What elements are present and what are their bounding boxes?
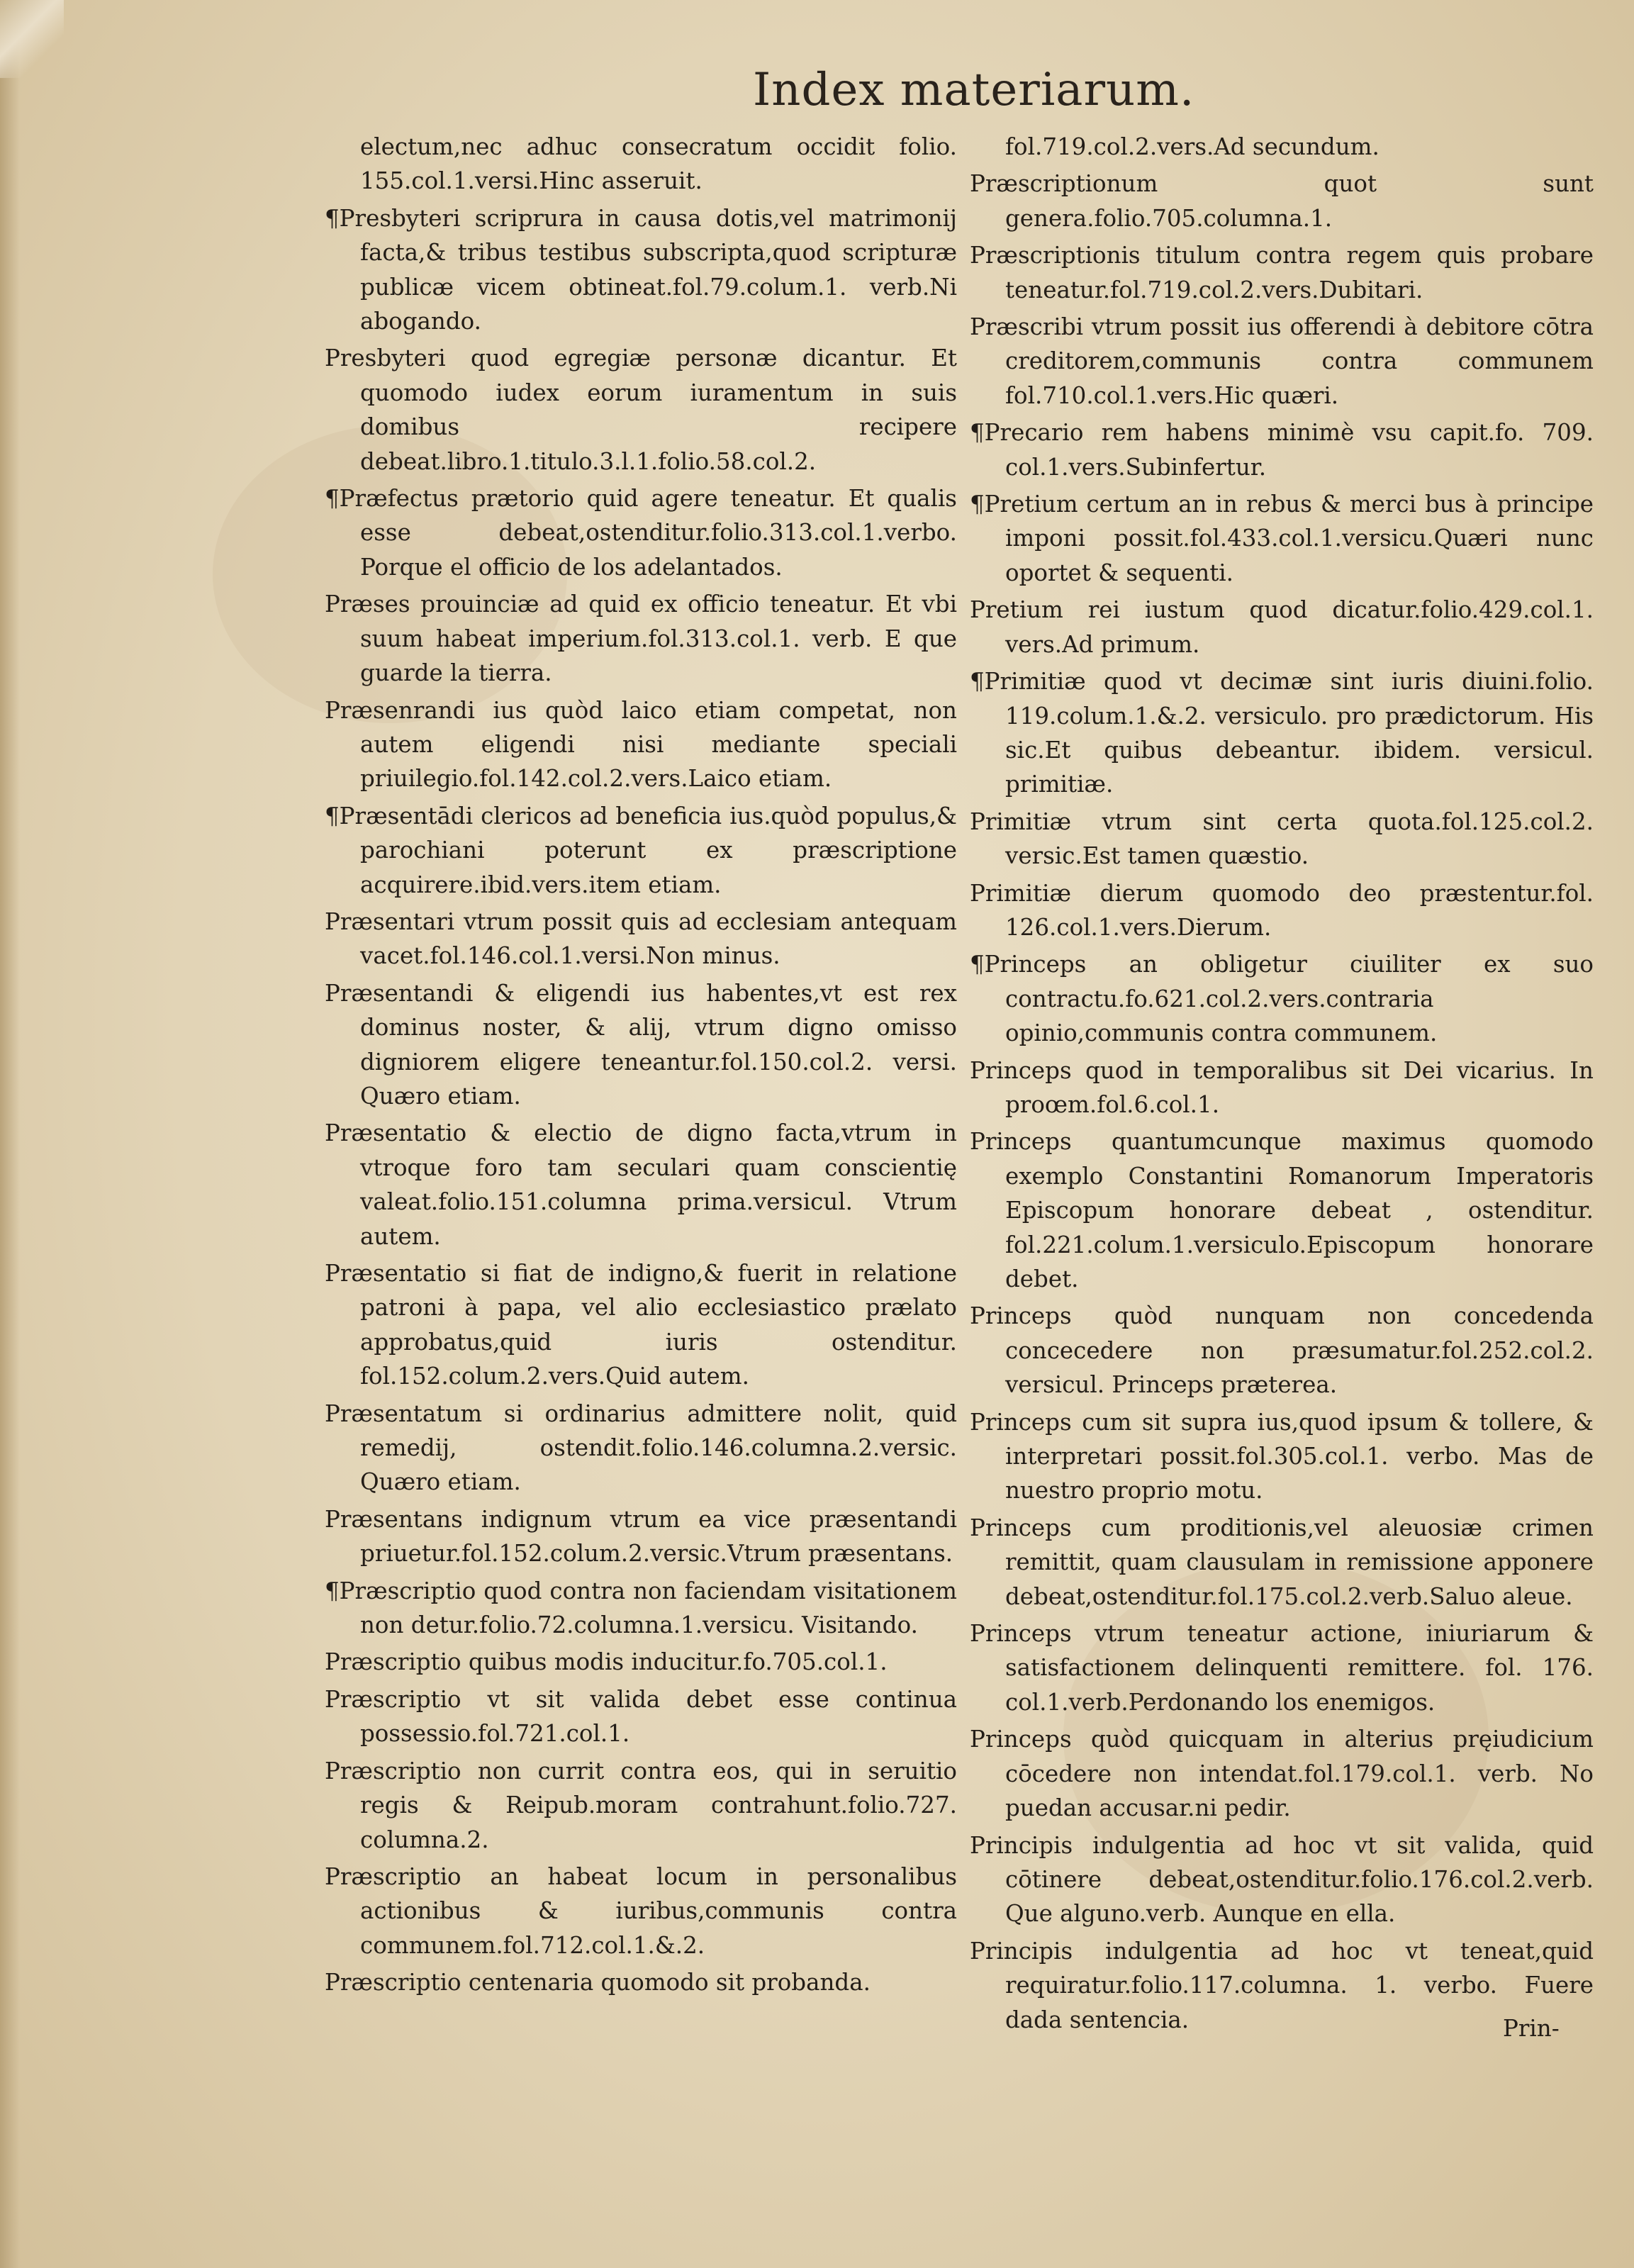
- right-column: [970, 130, 1594, 2040]
- index-entry: Præscriptio quibus modis inducitur.fo.705.col.1.: [325, 1648, 888, 1676]
- index-entry: Præsentans indignum vtrum ea vice præsentandi priuetur.fol.152.colum.2.versic.Vtrum præsentans.: [325, 1505, 957, 1568]
- index-entry: Præsenrandi ius quòd laico etiam competat, non autem eligendi nisi mediante speciali priuilegio.fol.142.col.2.vers.Laico etiam.: [325, 696, 957, 793]
- index-entry: Præscriptio non currit contra eos, qui in seruitio regis & Reipub.moram contrahunt.folio.727. columna.2.: [325, 1757, 957, 1853]
- index-entry: Princeps quod in temporalibus sit Dei vicarius. In proœm.fol.6.col.1.: [970, 1056, 1594, 1118]
- index-entry-continuation: fol.719.col.2.vers.Ad secundum.: [1005, 133, 1380, 160]
- index-entry: ¶Præsentādi clericos ad beneficia ius.quòd populus,& parochiani poterunt ex præscriptione acquirere.ibid.vers.item etiam.: [325, 802, 957, 898]
- left-column: [325, 130, 957, 2003]
- index-entry: ¶Princeps an obligetur ciuiliter ex suo contractu.fo.621.col.2.vers.contraria opinio,communis contra communem.: [970, 951, 1594, 1047]
- index-entry: ¶Pretium certum an in rebus & merci bus à principe imponi possit.fol.433.col.1.versicu.Quæri nunc oportet & sequenti.: [970, 491, 1594, 586]
- index-entry: Præsentatio si fiat de indigno,& fuerit in relatione patroni à papa, vel alio ecclesiastico prælato approbatus,quid iuris ostenditur. fol.152.colum.2.vers.Quid autem.: [325, 1260, 957, 1390]
- index-entry: ¶Primitiæ quod vt decimæ sint iuris diuini.folio. 119.colum.1.&.2. versiculo. pro prædictorum. His sic.Et quibus debeantur. ibidem. versicul. primitiæ.: [970, 668, 1594, 798]
- index-entry: Præses prouinciæ ad quid ex officio teneatur. Et vbi suum habeat imperium.fol.313.col.1. verb. E que guarde la tierra.: [325, 591, 957, 687]
- index-entry: ¶Precario rem habens minimè vsu capit.fo. 709. col.1.vers.Subinfertur.: [970, 419, 1594, 481]
- index-entry: Princeps quòd nunquam non concedenda concecedere non præsumatur.fol.252.col.2. versicul. Princeps præterea.: [970, 1302, 1594, 1399]
- index-entry: Præscriptio centenaria quomodo sit probanda.: [325, 1969, 871, 1996]
- running-head: Index materiarum.: [753, 64, 1195, 116]
- page-edge-shadow: [0, 0, 20, 2268]
- index-entry: Præscriptio an habeat locum in personalibus actionibus & iuribus,communis contra communem.fol.712.col.1.&.2.: [325, 1862, 957, 1959]
- page-corner-fold: [0, 0, 64, 78]
- index-entry: Præscribi vtrum possit ius offerendi à debitore cōtra creditorem,communis contra communem fol.710.col.1.vers.Hic quæri.: [970, 313, 1594, 409]
- index-entry: Præsentatum si ordinarius admittere nolit, quid remedij, ostendit.folio.146.columna.2.versic. Quæro etiam.: [325, 1400, 957, 1496]
- index-entry: Præsentandi & eligendi ius habentes,vt est rex dominus noster, & alij, vtrum digno omisso digniorem eligere teneantur.fol.150.col.2. versi. Quæro etiam.: [325, 979, 957, 1110]
- index-entry: Primitiæ vtrum sint certa quota.fol.125.col.2. versic.Est tamen quæstio.: [970, 808, 1594, 870]
- index-entry: ¶Presbyteri scriprura in causa dotis,vel matrimonij facta,& tribus testibus subscripta,quod scripturæ publicæ vicem obtineat.fol.79.colum.1. verb.Ni abogando.: [325, 204, 957, 335]
- index-entry: Pretium rei iustum quod dicatur.folio.429.col.1. vers.Ad primum.: [970, 596, 1594, 658]
- index-entry: Princeps cum sit supra ius,quod ipsum & tollere, & interpretari possit.fol.305.col.1. verbo. Mas de nuestro proprio motu.: [970, 1408, 1594, 1504]
- index-entry: Presbyteri quod egregiæ personæ dicantur. Et quomodo iudex eorum iuramentum in suis domibus recipere debeat.libro.1.titulo.3.l.1.folio.58.col.2.: [325, 345, 957, 475]
- index-entry: Principis indulgentia ad hoc vt sit valida, quid cōtinere debeat,ostenditur.folio.176.col.2.verb. Que alguno.verb. Aunque en ella.: [970, 1831, 1594, 1928]
- index-entry: Princeps vtrum teneatur actione, iniuriarum & satisfactionem delinquenti remittere. fol. 176. col.1.verb.Perdonando los enemigos.: [970, 1620, 1594, 1716]
- index-entry: Princeps quantumcunque maximus quomodo exemplo Constantini Romanorum Imperatoris Episcopum honorare debeat , ostenditur. fol.221.colum.1.versiculo.Episcopum honorare debet.: [970, 1128, 1594, 1292]
- index-entry-continuation: electum,nec adhuc consecratum occidit folio. 155.col.1.versi.Hinc asseruit.: [360, 133, 957, 195]
- index-entry: Præscriptionis titulum contra regem quis probare teneatur.fol.719.col.2.vers.Dubitari.: [970, 242, 1594, 303]
- catchword: Prin-: [1503, 2015, 1560, 2042]
- index-entry: Præscriptionum quot sunt genera.folio.705.columna.1.: [970, 170, 1594, 232]
- index-entry: Principis indulgentia ad hoc vt teneat,quid requiratur.folio.117.columna. 1. verbo. Fuere dada sentencia.: [970, 1937, 1594, 2033]
- index-entry: Præsentatio & electio de digno facta,vtrum in vtroque foro tam seculari quam conscientię valeat.folio.151.columna prima.versicul. Vtrum autem.: [325, 1119, 957, 1250]
- index-entry: ¶Præfectus prætorio quid agere teneatur. Et qualis esse debeat,ostenditur.folio.313.col.1.verbo. Porque el officio de los adelantados.: [325, 485, 957, 581]
- index-entry: Primitiæ dierum quomodo deo præstentur.fol. 126.col.1.vers.Dierum.: [970, 879, 1594, 941]
- index-entry: Princeps quòd quicquam in alterius pręiudicium cōcedere non intendat.fol.179.col.1. verb. No puedan accusar.ni pedir.: [970, 1726, 1594, 1822]
- index-entry: Præscriptio vt sit valida debet esse continua possessio.fol.721.col.1.: [325, 1685, 957, 1748]
- index-entry: Præsentari vtrum possit quis ad ecclesiam antequam vacet.fol.146.col.1.versi.Non minus.: [325, 907, 957, 970]
- index-entry: ¶Præscriptio quod contra non faciendam visitationem non detur.folio.72.columna.1.versicu. Visitando.: [325, 1577, 957, 1639]
- index-entry: Princeps cum proditionis,vel aleuosiæ crimen remittit, quam clausulam in remissione apponere debeat,ostenditur.fol.175.col.2.verb.Saluo aleue.: [970, 1514, 1594, 1610]
